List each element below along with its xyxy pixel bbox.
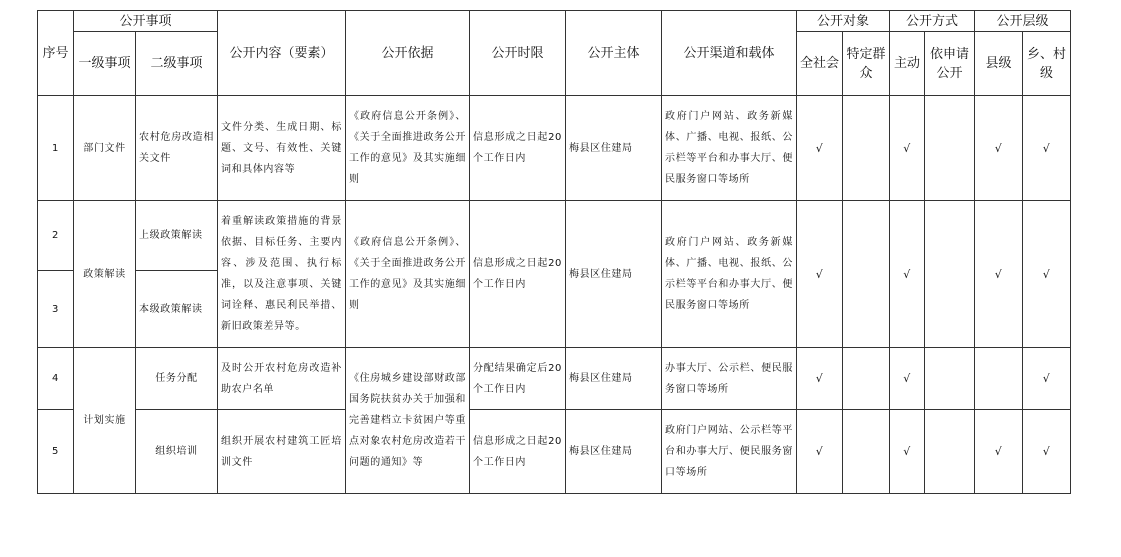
subject-cell: 梅县区住建局 xyxy=(566,96,662,201)
level2-cell: 上级政策解读 xyxy=(136,201,218,271)
header-basis: 公开依据 xyxy=(346,11,470,96)
header-target-specific: 特定群众 xyxy=(843,32,890,96)
level1-cell: 部门文件 xyxy=(74,96,136,201)
level2-cell: 农村危房改造相关文件 xyxy=(136,96,218,201)
channel-cell: 政府门户网站、政务新媒体、广播、电视、报纸、公示栏等平台和办事大厅、便民服务窗口等场所 xyxy=(662,201,797,348)
time-limit-cell: 信息形成之日起20个工作日内 xyxy=(470,96,566,201)
basis-cell: 《政府信息公开条例》、《关于全面推进政务公开工作的意见》及其实施细则 xyxy=(346,96,470,201)
method-active-cell: √ xyxy=(890,201,925,348)
table-row xyxy=(38,410,1071,494)
level2-cell: 组织培训 xyxy=(136,410,218,494)
level-county-cell: √ xyxy=(975,201,1023,348)
method-request-cell xyxy=(925,96,975,201)
level-county-cell: √ xyxy=(975,410,1023,494)
level-county-cell xyxy=(975,348,1023,410)
method-request-cell xyxy=(925,410,975,494)
basis-cell: 《住房城乡建设部财政部 国务院扶贫办关于加强和完善建档立卡贫困户等重点对象农村危房改造若干问题的通知》等 xyxy=(346,348,470,494)
subject-cell: 梅县区住建局 xyxy=(566,410,662,494)
table-row xyxy=(38,96,1071,201)
header-level2: 二级事项 xyxy=(136,32,218,96)
content-cell: 组织开展农村建筑工匠培训文件 xyxy=(218,410,346,494)
target-all-cell: √ xyxy=(797,201,843,348)
target-all-cell: √ xyxy=(797,96,843,201)
target-specific-cell xyxy=(843,96,890,201)
target-specific-cell xyxy=(843,201,890,348)
method-request-cell xyxy=(925,348,975,410)
subject-cell: 梅县区住建局 xyxy=(566,201,662,348)
channel-cell: 政府门户网站、政务新媒体、广播、电视、报纸、公示栏等平台和办事大厅、便民服务窗口等场所 xyxy=(662,96,797,201)
time-limit-cell: 信息形成之日起20个工作日内 xyxy=(470,410,566,494)
header-subject: 公开主体 xyxy=(566,11,662,96)
level-township-cell: √ xyxy=(1023,410,1071,494)
header-method-active: 主动 xyxy=(890,32,925,96)
level1-cell: 政策解读 xyxy=(74,201,136,348)
disclosure-table xyxy=(37,10,1071,494)
method-active-cell: √ xyxy=(890,348,925,410)
seq-cell: 4 xyxy=(38,348,74,410)
target-all-cell: √ xyxy=(797,410,843,494)
header-method-request: 依申请公开 xyxy=(925,32,975,96)
header-group-level: 公开层级 xyxy=(975,11,1071,32)
header-group-method: 公开方式 xyxy=(890,11,975,32)
channel-cell: 办事大厅、公示栏、便民服务窗口等场所 xyxy=(662,348,797,410)
header-level-county: 县级 xyxy=(975,32,1023,96)
content-cell: 着重解读政策措施的背景依据、目标任务、主要内容、涉及范围、执行标准，以及注意事项、关键词诠释、惠民利民举措、新旧政策差异等。 xyxy=(218,201,346,348)
content-cell: 及时公开农村危房改造补助农户名单 xyxy=(218,348,346,410)
seq-cell: 5 xyxy=(38,410,74,494)
method-active-cell: √ xyxy=(890,410,925,494)
level-township-cell: √ xyxy=(1023,201,1071,348)
subject-cell: 梅县区住建局 xyxy=(566,348,662,410)
seq-cell: 3 xyxy=(38,271,74,348)
method-active-cell: √ xyxy=(890,96,925,201)
header-content: 公开内容（要素） xyxy=(218,11,346,96)
header-group-items: 公开事项 xyxy=(74,11,218,32)
header-level1: 一级事项 xyxy=(74,32,136,96)
level2-cell: 本级政策解读 xyxy=(136,271,218,348)
table-row xyxy=(38,201,1071,271)
method-request-cell xyxy=(925,201,975,348)
level-township-cell: √ xyxy=(1023,96,1071,201)
target-specific-cell xyxy=(843,348,890,410)
header-channel: 公开渠道和载体 xyxy=(662,11,797,96)
basis-cell: 《政府信息公开条例》、《关于全面推进政务公开工作的意见》及其实施细则 xyxy=(346,201,470,348)
channel-cell: 政府门户网站、公示栏等平台和办事大厅、便民服务窗口等场所 xyxy=(662,410,797,494)
header-group-target: 公开对象 xyxy=(797,11,890,32)
target-all-cell: √ xyxy=(797,348,843,410)
header-seq: 序号 xyxy=(38,11,74,96)
level-township-cell: √ xyxy=(1023,348,1071,410)
level2-cell: 任务分配 xyxy=(136,348,218,410)
level1-cell: 计划实施 xyxy=(74,348,136,494)
header-target-all: 全社会 xyxy=(797,32,843,96)
level-county-cell: √ xyxy=(975,96,1023,201)
target-specific-cell xyxy=(843,410,890,494)
header-row-1 xyxy=(38,11,1071,32)
header-time-limit: 公开时限 xyxy=(470,11,566,96)
table-row xyxy=(38,348,1071,410)
seq-cell: 1 xyxy=(38,96,74,201)
seq-cell: 2 xyxy=(38,201,74,271)
time-limit-cell: 信息形成之日起20个工作日内 xyxy=(470,201,566,348)
time-limit-cell: 分配结果确定后20个工作日内 xyxy=(470,348,566,410)
content-cell: 文件分类、生成日期、标题、文号、有效性、关键词和具体内容等 xyxy=(218,96,346,201)
header-level-township: 乡、村级 xyxy=(1023,32,1071,96)
